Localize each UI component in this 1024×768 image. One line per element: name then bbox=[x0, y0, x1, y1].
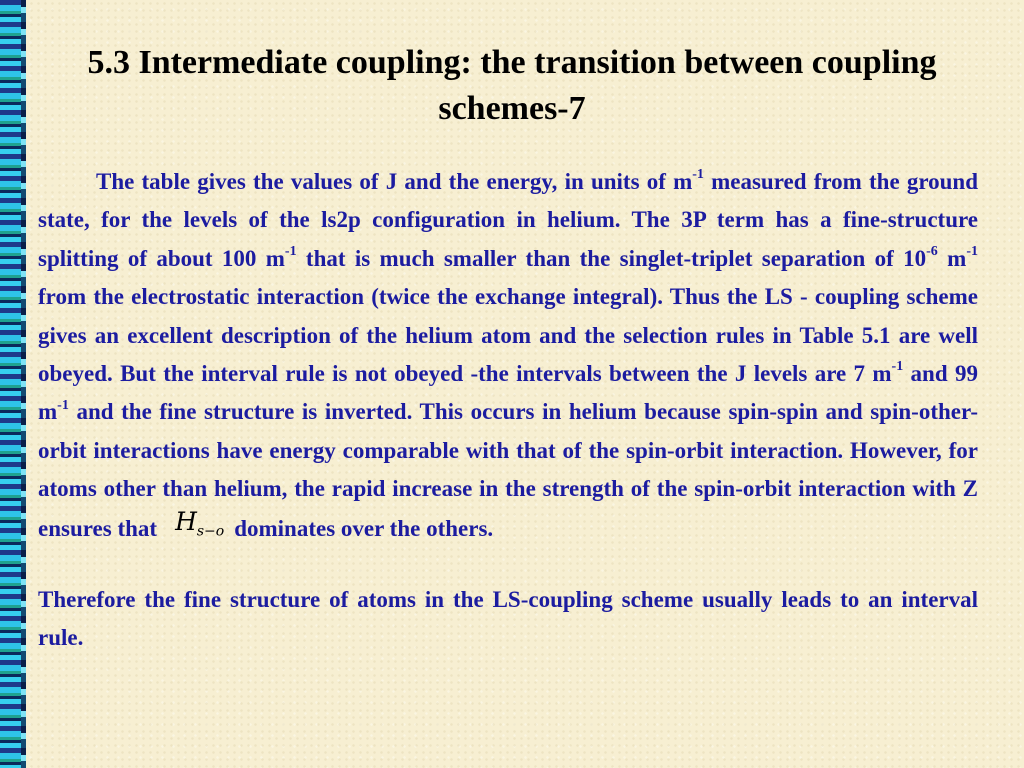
text-segment-7: and the fine structure is inverted. This occurs in helium because spin-spin and spin-other-orbit interactions have energy comparable with that of the spin-orbit interaction. However, for atoms other than helium, the rapid increase in the strength of the spin-orbit interaction with Z ensures that bbox=[38, 399, 978, 541]
spin-orbit-hamiltonian-formula bbox=[175, 503, 224, 551]
superscript-5: -1 bbox=[891, 359, 904, 375]
paragraph-spacer bbox=[38, 557, 978, 581]
body-paragraph bbox=[38, 163, 978, 557]
superscript-4: -1 bbox=[966, 244, 978, 260]
decorative-left-border bbox=[0, 0, 26, 768]
text-segment-4: m bbox=[937, 245, 967, 271]
text-segment-1: The table gives the values of J and the energy, in units of m bbox=[96, 169, 693, 194]
text-segment-9: Therefore the fine structure of atoms in the LS-coupling scheme usually leads to an interval rule. bbox=[38, 586, 978, 651]
slide-title: 5.3 Intermediate coupling: the transition between coupling schemes-7 bbox=[87, 44, 937, 127]
superscript-2: -1 bbox=[284, 244, 297, 260]
text-segment-2: measured from the ground state, for the levels of the ls2p configuration in helium. The 3P term has a fine-structure splitting of about 100 m bbox=[38, 169, 979, 271]
superscript-3: -6 bbox=[926, 244, 938, 260]
body-paragraph-2 bbox=[38, 581, 978, 658]
formula-symbol: H bbox=[175, 506, 197, 536]
formula-subscript: s−o bbox=[196, 523, 225, 540]
text-segment-6: and 99 m bbox=[38, 361, 978, 425]
superscript-1: -1 bbox=[692, 167, 704, 183]
text-segment-8: dominates over the others. bbox=[234, 515, 494, 541]
superscript-6: -1 bbox=[57, 397, 69, 413]
slide-body bbox=[38, 163, 978, 657]
text-segment-3: that is much smaller than the singlet-triplet separation of 10 bbox=[296, 245, 927, 271]
text-segment-5: from the electrostatic interaction (twice the exchange integral). Thus the LS - coupling scheme gives an excellent description of the helium atom and the selection rules in Table 5.1 are well obeyed. But the interval rule is not obeyed -the intervals between the J levels are 7 m bbox=[38, 284, 978, 387]
